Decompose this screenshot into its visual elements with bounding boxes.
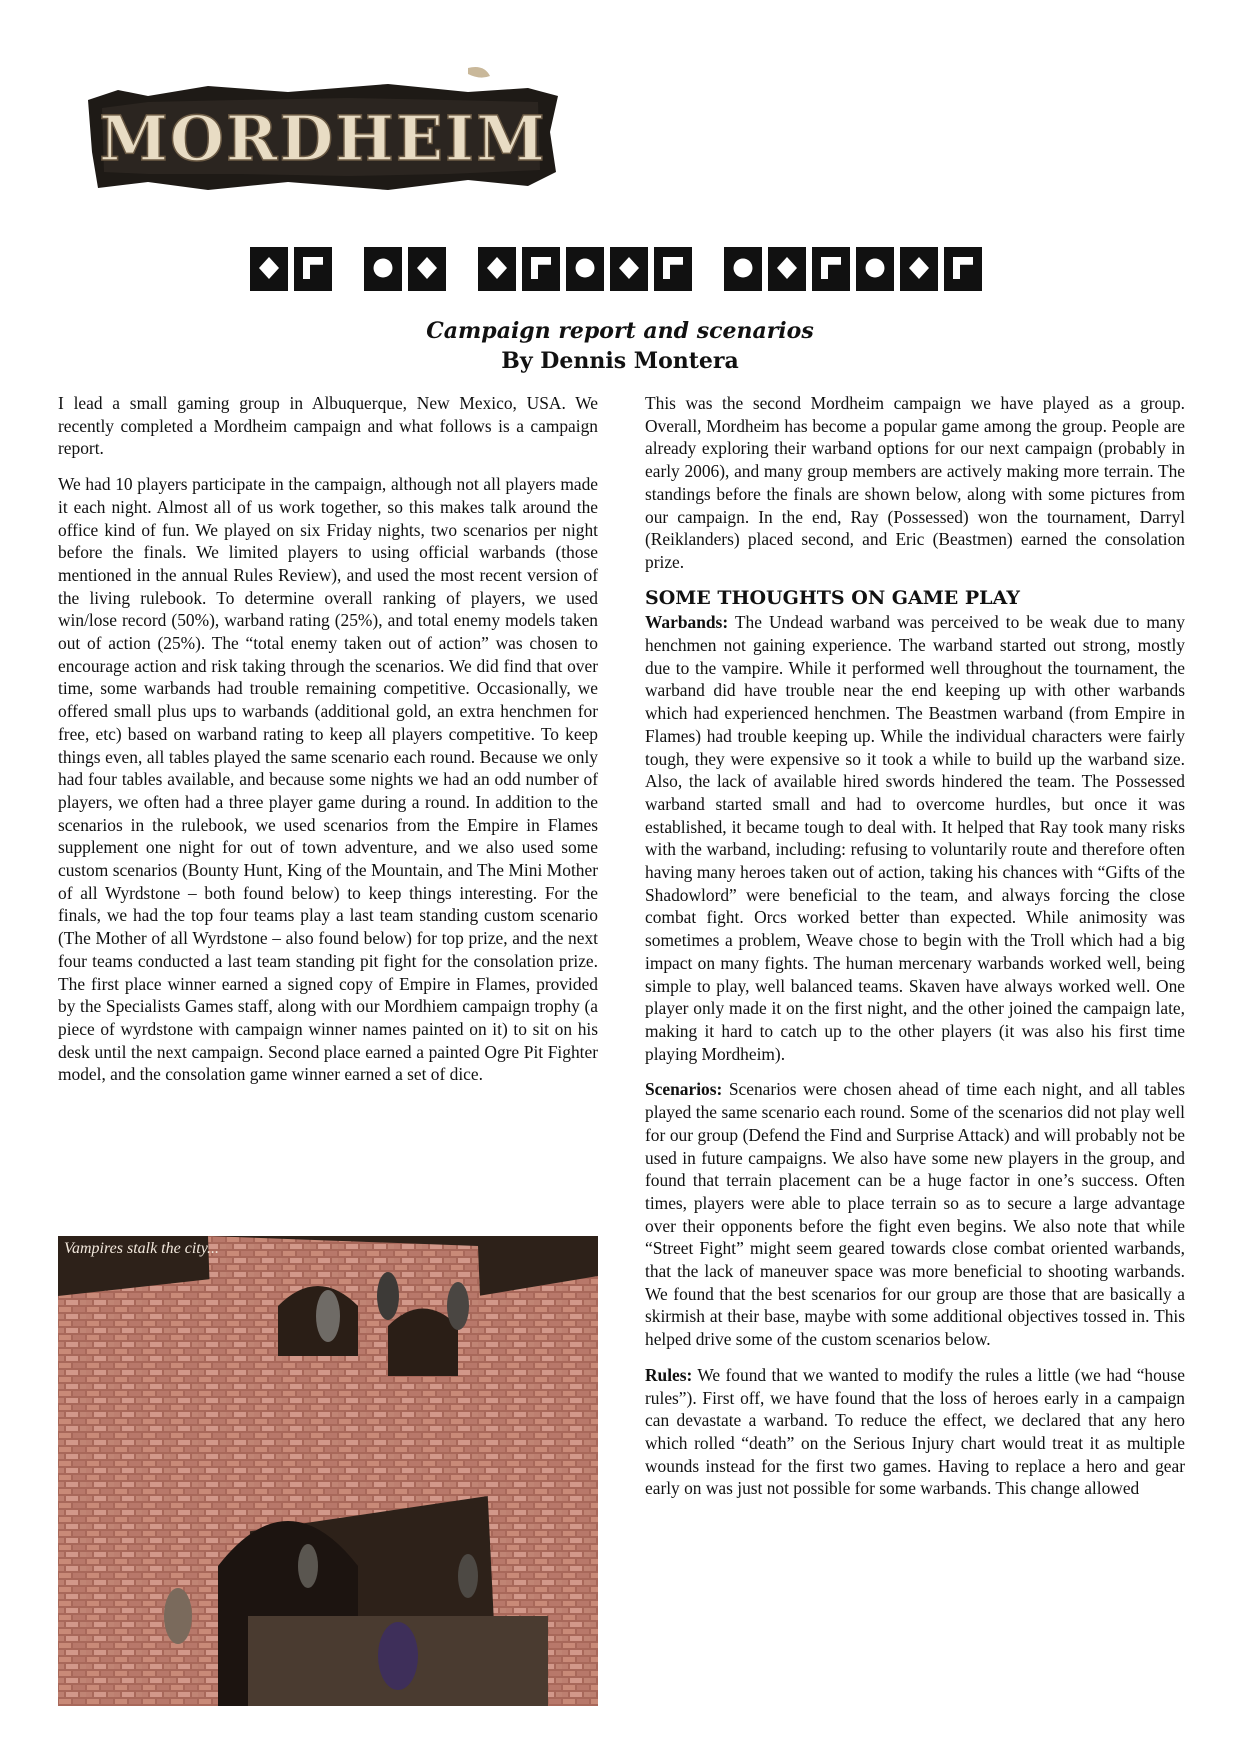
- warbands-paragraph: [645, 611, 1185, 1065]
- title-glyph-space: [452, 247, 472, 291]
- photo-illustration: [58, 1236, 598, 1706]
- mordheim-logo: [88, 62, 558, 212]
- title-glyph: [408, 247, 446, 291]
- article-byline: By Dennis Montera: [501, 348, 739, 374]
- miniature-figure: [316, 1290, 340, 1342]
- title-glyph: [654, 247, 692, 291]
- title-glyph: [856, 247, 894, 291]
- left-paragraph-2: We had 10 players participate in the campaign, although not all players made it each night. Almost all of us work together, so this makes talk around the office kind of fun. We played on six Friday nights, two scenarios per night before the finals. We limited players to using official warbands (those mentioned in the annual Rules Review), and used the most recent version of the living rulebook. To determine overall ranking of players, we used win/lose record (50%), warband rating (25%), and total enemy models taken out of action (25%). The “total enemy taken out of action” was chosen to encourage action and risk taking through the scenarios. We did find that over time, some warbands had trouble remaining competitive. Occasionally, we offered small plus ups to warbands (additional gold, an extra henchmen for free, etc) based on warband rating to keep all players competitive. To keep things even, all tables played the same scenario each round. Because we only had four tables available, and because some nights we had an odd number of players, we often had a three player game during a round. In addition to the scenarios in the rulebook, we used scenarios from the Empire in Flames supplement one night for out of town adventure, and we also used some custom scenarios (Bounty Hunt, King of the Mountain, and The Mini Mother of all Wyrdstone – both found below) to keep things interesting. For the finals, we had the top four teams play a last team standing custom scenario (The Mother of all Wyrdstone – also found below) for top prize, and the next four teams conducted a last team standing pit fight for the consolation prize. The first place winner earned a signed copy of Empire in Flames, provided by the Specialists Games staff, along with our Mordhiem campaign trophy (a piece of wyrdstone with campaign winner names painted on it) to sit on his desk until the next campaign. Second place earned a painted Ogre Pit Fighter model, and the consolation game winner earned a set of dice.: [58, 474, 598, 1085]
- rules-paragraph: [645, 1364, 1185, 1500]
- title-glyph: [724, 247, 762, 291]
- warbands-label: Warbands:: [645, 612, 729, 633]
- scenarios-paragraph: [645, 1078, 1185, 1350]
- scenarios-label: Scenarios:: [645, 1079, 723, 1100]
- title-glyph: [294, 247, 332, 291]
- decorative-glyph-title: [250, 244, 1010, 294]
- title-glyph: [364, 247, 402, 291]
- scenarios-text: Scenarios were chosen ahead of time each night, and all tables played the same scenario each round. Some of the scenarios did not play well for our group (Defend the Find and Surprise Attack) and will probably not be used in future campaigns. We also have some new players in the group, and found that terrain placement can be a huge factor in one’s success. Often times, players were able to place terrain so as to secure a large advantage over their opponents before the fight even begins. We also note that while “Street Fight” might seem geared towards close combat oriented warbands, that the lack of maneuver space was more beneficial to shooting warbands. We found that the best scenarios for our group are those that are basically a skirmish at their base, maybe with some additional objectives tossed in. This helped drive some of the custom scenarios below.: [645, 1079, 1185, 1350]
- title-glyph: [768, 247, 806, 291]
- title-glyph-space: [338, 247, 358, 291]
- title-glyph: [812, 247, 850, 291]
- miniature-figure: [378, 1622, 418, 1690]
- title-glyph: [478, 247, 516, 291]
- ruined-tower: [208, 1236, 488, 1536]
- logo-skull-ornament: [468, 67, 490, 78]
- title-glyph: [944, 247, 982, 291]
- miniature-figure: [458, 1554, 478, 1598]
- title-glyph: [610, 247, 648, 291]
- left-column: [58, 392, 598, 1099]
- title-glyph: [900, 247, 938, 291]
- logo-text: MORDHEIM: [99, 102, 547, 175]
- right-column: [645, 392, 1185, 1513]
- miniature-figure: [298, 1544, 318, 1588]
- title-glyph: [522, 247, 560, 291]
- rules-text: We found that we wanted to modify the rules a little (we had “house rules”). First off, we have found that the loss of heroes early in a campaign can devastate a warband. To reduce the effect, we declared that any hero which rolled “death” on the Serious Injury chart would treat it as multiple wounds instead for the first two games. Having to replace a hero and gear early on was just not possible for some warbands. This change allowed: [645, 1364, 1185, 1499]
- title-glyph: [250, 247, 288, 291]
- warbands-text: The Undead warband was perceived to be weak due to many henchmen not gaining experience. The warband started out strong, mostly due to the vampire. While it performed well throughout the tournament, the warband did have trouble near the end keeping up with other warbands which had experienced henchmen. The Beastmen warband (from Empire in Flames) had trouble keeping up. While the individual characters were fairly tough, they were expensive so it took a while to build up the warband size. Also, the lack of available hired swords hindered the team. The Possessed warband started small and had to overcome hurdles, but once it was established, it became tough to deal with. It helped that Ray took many risks with the warband, including: refusing to voluntarily route and therefore often having many heroes taken out of action, taking his chances with “Gifts of the Shadowlord” were beneficial to the team, and always forcing the close combat fight. Orcs worked better than expected. While animosity was sometimes a problem, Weave chose to begin with the Troll which had a big impact on many fights. The human mercenary warbands worked well, being simple to play, well balanced teams. Skaven have always worked well. One player only made it on the first night, and the other joined the campaign late, making it hard to catch up to the other players (it was also his first time playing Mordheim).: [645, 612, 1185, 1064]
- window-arch: [388, 1309, 458, 1377]
- miniature-figure: [377, 1272, 399, 1320]
- photo-caption: Vampires stalk the city...: [64, 1240, 219, 1257]
- rules-label: Rules:: [645, 1364, 693, 1385]
- right-paragraph-1: This was the second Mordheim campaign we have played as a group. Overall, Mordheim has become a popular game among the group. People are already exploring their warband options for our next campaign (probably in early 2006), and many group members are actively making more terrain. The standings before the finals are shown below, along with some pictures from our campaign. In the end, Ray (Possessed) won the tournament, Darryl (Reiklanders) placed second, and Eric (Beastmen) earned the consolation prize.: [645, 393, 1185, 572]
- article-subtitle: Campaign report and scenarios: [426, 318, 814, 344]
- left-paragraph-1: I lead a small gaming group in Albuquerque, New Mexico, USA. We recently completed a Mordheim campaign and what follows is a campaign report.: [58, 393, 598, 459]
- title-glyph-space: [698, 247, 718, 291]
- campaign-photo: [58, 1236, 598, 1706]
- title-glyph: [566, 247, 604, 291]
- section-heading: SOME THOUGHTS ON GAME PLAY: [645, 586, 1020, 609]
- miniature-figure: [164, 1588, 192, 1644]
- miniature-figure: [447, 1282, 469, 1330]
